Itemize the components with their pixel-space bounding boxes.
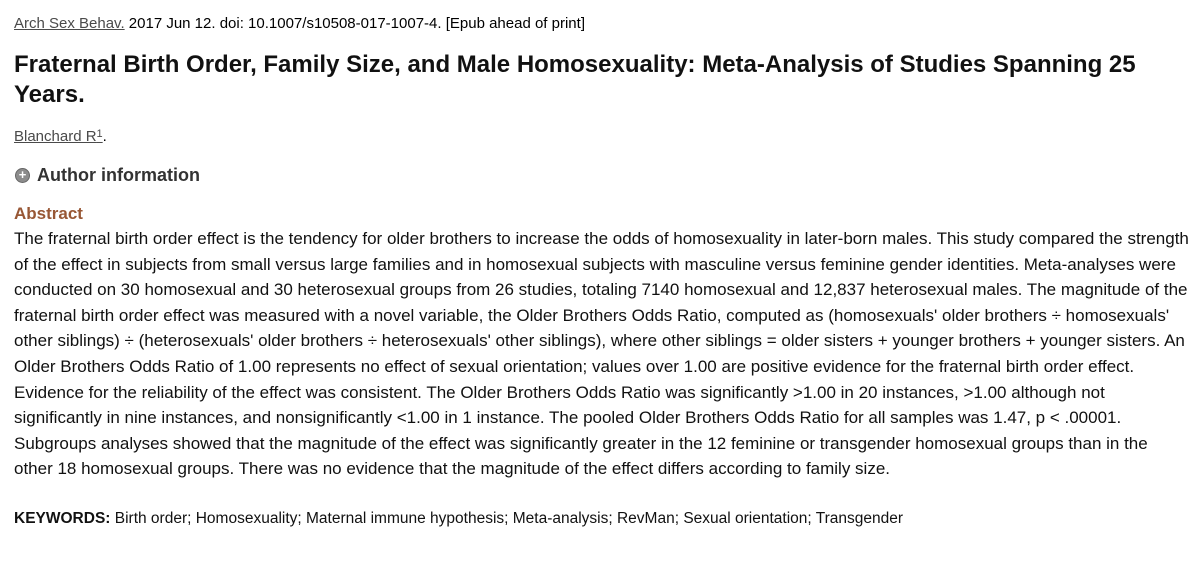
author-trailing: . (102, 128, 107, 145)
abstract-heading: Abstract (14, 204, 83, 223)
author-information-label: Author information (37, 164, 200, 185)
article-title: Fraternal Birth Order, Family Size, and Male Homosexuality: Meta-Analysis of Studies Spanning 25 Years. (14, 51, 1136, 108)
author-link[interactable] (14, 128, 103, 145)
journal-link[interactable]: Arch Sex Behav. (14, 15, 125, 32)
author-name: Blanchard R (14, 128, 97, 145)
keywords-label: KEYWORDS: (14, 509, 111, 527)
citation-line (14, 14, 1190, 36)
article-page (14, 14, 1190, 529)
affiliation-marker: 1 (96, 128, 103, 140)
citation-details: 2017 Jun 12. doi: 10.1007/s10508-017-1007-4. [Epub ahead of print] (124, 15, 585, 32)
abstract-text: The fraternal birth order effect is the tendency for older brothers to increase the odds of homosexuality in later-born males. This study compared the strength of the effect in subjects from small versus large families and in homosexual subjects with masculine versus feminine gender identities. Meta-analyses were conducted on 30 homosexual and 30 heterosexual groups from 26 studies, totaling 7140 homosexual and 12,837 heterosexual males. The magnitude of the fraternal birth order effect was measured with a novel variable, the Older Brothers Odds Ratio, computed as (homosexuals' older brothers ÷ homosexuals' other siblings) ÷ (heterosexuals' older brothers ÷ heterosexuals' other siblings), where other siblings = older sisters + younger brothers + younger sisters. An Older Brothers Odds Ratio of 1.00 represents no effect of sexual orientation; values over 1.00 are positive evidence for the fraternal birth order effect. Evidence for the reliability of the effect was consistent. The Older Brothers Odds Ratio was significantly >1.00 in 20 instances, >1.00 although not significantly in nine instances, and nonsignificantly <1.00 in 1 instance. The pooled Older Brothers Odds Ratio for all samples was 1.47, p < .00001. Subgroups analyses showed that the magnitude of the effect was significantly greater in the 12 feminine or transgender homosexual groups than in the other 18 homosexual groups. There was no evidence that the magnitude of the effect differs according to family size. (14, 229, 1189, 479)
author-list (14, 127, 1190, 147)
plus-circle-icon: + (15, 168, 30, 183)
author-information-toggle[interactable] (14, 163, 1190, 187)
keywords-line (14, 509, 1190, 529)
keywords-list: Birth order; Homosexuality; Maternal immune hypothesis; Meta-analysis; RevMan; Sexual orientation; Transgender (110, 509, 904, 527)
